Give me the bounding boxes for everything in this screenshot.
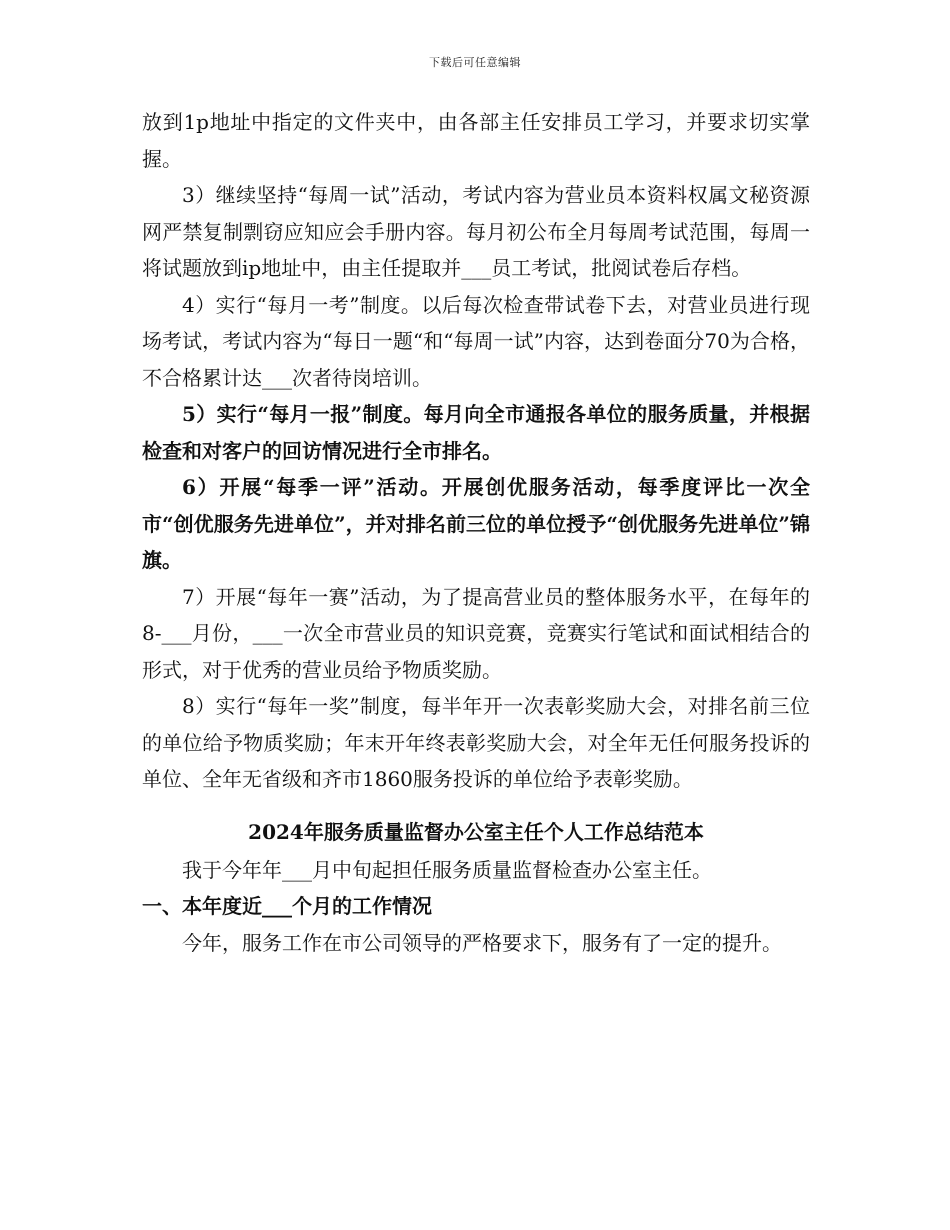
paragraph-continuation: 放到1p地址中指定的文件夹中，由各部主任安排员工学习，并要求切实掌握。 [142,110,810,171]
document-title: 2024年服务质量监督办公室主任个人工作总结范本 [248,819,704,844]
section-heading: 一、本年度近___个月的工作情况 [142,894,432,918]
paragraph-item-6: 6）开展“每季一评”活动。开展创优服务活动，每季度评比一次全市“创优服务先进单位”，并对排名前三位的单位授予“创优服务先进单位”锦旗。 [142,475,810,572]
paragraph-item-8: 8）实行“每年一奖”制度，每半年开一次表彰奖励大会，对排名前三位的单位给予物质奖励；年末开年终表彰奖励大会，对全年无任何服务投诉的单位、全年无省级和齐市1860服务投诉的单位给予表彰奖励。 [142,694,810,791]
paragraph-item-5: 5）实行“每月一报”制度。每月向全市通报各单位的服务质量，并根据检查和对客户的回访情况进行全市排名。 [142,402,810,463]
paragraph-item-4: 4）实行“每月一考”制度。以后每次检查带试卷下去，对营业员进行现场考试，考试内容为“每日一题“和“每周一试”内容，达到卷面分70为合格，不合格累计达___次者待岗培训。 [142,292,810,390]
page-header: 下载后可任意编辑 [429,56,521,69]
document-body [142,104,810,961]
paragraph-item-7: 7）开展“每年一赛”活动，为了提高营业员的整体服务水平，在每年的8-___月份，___一次全市营业员的知识竞赛，竞赛实行笔试和面试相结合的形式，对于优秀的营业员给予物质奖励。 [142,584,810,682]
paragraph-item-3: 3）继续坚持“每周一试”活动，考试内容为营业员本资料权属文秘资源网严禁复制剽窃应知应会手册内容。每月初公布全月每周考试范围，每周一将试题放到ip地址中，由主任提取并___员工考试，批阅试卷后存档。 [142,183,810,280]
closing-paragraph: 今年，服务工作在市公司领导的严格要求下，服务有了一定的提升。 [182,930,782,955]
intro-paragraph: 我于今年年___月中旬起担任服务质量监督检查办公室主任。 [182,857,712,882]
